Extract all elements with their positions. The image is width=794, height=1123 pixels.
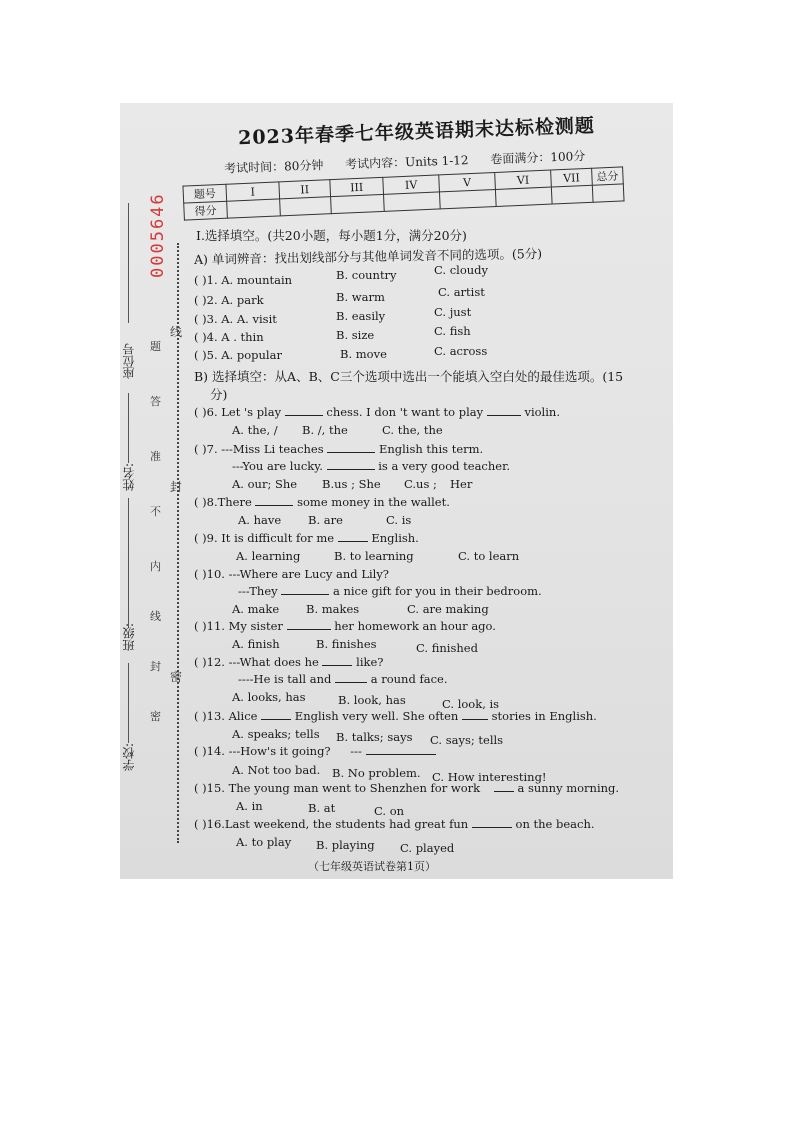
question-9: ( )9. It is difficult for me English. (194, 531, 419, 545)
score-cell (592, 184, 624, 202)
question-11-options: A. finish B. finishes C. finished (232, 637, 478, 655)
warn-char: 答 (150, 395, 161, 408)
score-cell (384, 192, 441, 211)
question-15: ( )15. The young man went to Shenzhen for work a sunny morning. (194, 781, 620, 795)
exam-time: 考试时间：80分钟 (223, 158, 324, 176)
school-label: 学校: (122, 743, 136, 772)
seat-label: 座位号 (122, 343, 136, 379)
seal-line-char: 密 (170, 670, 183, 684)
answer-blank[interactable] (327, 459, 375, 470)
question-7-line2: ---You are lucky. is a very good teacher. (232, 459, 510, 473)
score-cell: 得分 (184, 201, 228, 220)
seal-dotted-line (177, 243, 179, 843)
score-cell: 总分 (592, 167, 624, 185)
question-6: ( )6. Let 's play chess. I don 't want to play violin. (194, 405, 560, 419)
score-cell: III (330, 177, 384, 196)
question-13: ( )13. Alice English very well. She often stories in English. (194, 709, 597, 723)
exam-title: 2023年春季七年级英语期末达标检测题 (237, 114, 596, 150)
class-label: 班级: (122, 623, 136, 652)
question-12: ( )12. ---What does he like? (194, 655, 384, 669)
answer-blank[interactable] (327, 442, 375, 453)
name-line (128, 393, 129, 463)
question-14-options: A. Not too bad. B. No problem. C. How interesting! (232, 763, 547, 784)
page-footer: （七年级英语试卷第1页） (308, 860, 436, 873)
school-line (128, 663, 129, 743)
score-cell (331, 194, 385, 213)
question-10-options: A. make B. makes C. are making (232, 602, 489, 616)
question-7-options: A. our; She B.us ; She C.us ; Her (232, 477, 473, 491)
question-11: ( )11. My sister her homework an hour ago. (194, 619, 496, 633)
question-9-options: A. learning B. to learning C. to learn (236, 549, 520, 563)
warn-char: 准 (150, 450, 161, 463)
answer-blank[interactable] (335, 672, 367, 683)
answer-blank[interactable] (255, 495, 293, 506)
question-4: ( )4. A . thin B. size C. fish (194, 324, 471, 344)
question-10-line2: ---They a nice gift for you in their bedroom. (238, 584, 542, 598)
score-cell: IV (383, 175, 440, 194)
binding-strip (120, 103, 183, 879)
part-b-title: B) 选择填空：从A、B、C三个选项中选出一个能填入空白处的最佳选项。(15 (194, 369, 624, 384)
score-cell: II (279, 180, 331, 199)
warn-char: 密 (150, 710, 161, 723)
seat-line (128, 203, 129, 323)
part-b-title-cont: 分) (210, 387, 228, 402)
exam-full-score: 卷面满分：100分 (490, 149, 586, 167)
exam-content (188, 103, 658, 879)
question-7: ( )7. ---Miss Li teaches English this term. (194, 442, 484, 456)
question-16: ( )16.Last weekend, the students had great fun on the beach. (194, 817, 595, 831)
answer-blank[interactable] (338, 531, 368, 542)
question-6-options: A. the, / B. /, the C. the, the (232, 423, 443, 437)
serial-number: 0005646 (148, 192, 168, 278)
part-a-title: A) 单词辨音：找出划线部分与其他单词发音不同的选项。(5分) (193, 245, 543, 268)
section-title: Ⅰ.选择填空。(共20小题，每小题1分，满分20分) (196, 228, 467, 243)
answer-blank[interactable] (287, 619, 331, 630)
warn-char: 封 (150, 660, 161, 673)
answer-blank[interactable] (494, 781, 514, 792)
question-12-line2: ----He is tall and a round face. (238, 672, 448, 686)
question-3: ( )3. A. A. visit B. easily C. just (194, 305, 472, 326)
question-10: ( )10. ---Where are Lucy and Lily? (194, 567, 389, 581)
question-15-options: A. in B. at C. on (236, 799, 405, 818)
answer-blank[interactable] (281, 584, 329, 595)
question-2: ( )2. A. park B. warm C. artist (194, 285, 485, 307)
question-16-options: A. to play B. playing C. played (236, 835, 455, 855)
question-14: ( )14. ---How's it going? --- (194, 744, 436, 758)
question-5: ( )5. A. popular B. move C. across (194, 344, 488, 362)
question-8: ( )8.There some money in the wallet. (194, 495, 450, 509)
question-13-options: A. speaks; tells B. talks; says C. says; tells (232, 727, 504, 747)
answer-blank[interactable] (366, 744, 436, 755)
question-1: ( )1. A. mountain B. country C. cloudy (194, 263, 489, 287)
class-line (128, 498, 129, 628)
score-cell: V (439, 173, 496, 192)
name-label: 姓名: (122, 463, 136, 492)
score-cell: VI (495, 170, 552, 189)
warn-char: 不 (150, 505, 161, 518)
answer-blank[interactable] (285, 405, 323, 416)
score-cell (551, 185, 593, 204)
question-12-options: A. looks, has B. look, has C. look, is (232, 690, 500, 711)
score-cell (227, 199, 281, 218)
score-cell: 题号 (183, 184, 227, 203)
exam-photo (120, 103, 673, 879)
seal-line-char: 线 (170, 325, 183, 339)
warn-char: 题 (150, 340, 161, 353)
answer-blank[interactable] (322, 655, 352, 666)
score-cell (439, 189, 496, 208)
question-8-options: A. have B. are C. is (238, 513, 412, 527)
answer-blank[interactable] (462, 709, 488, 720)
warn-char: 线 (150, 610, 161, 623)
answer-blank[interactable] (487, 405, 521, 416)
answer-blank[interactable] (472, 817, 512, 828)
answer-blank[interactable] (261, 709, 291, 720)
score-cell (280, 197, 332, 216)
score-cell: VII (551, 168, 593, 187)
warn-char: 内 (150, 560, 161, 573)
score-cell (495, 187, 552, 206)
score-cell: I (226, 182, 280, 201)
exam-scope: 考试内容：Units 1-12 (344, 153, 469, 172)
seal-line-char: 封 (170, 480, 183, 494)
